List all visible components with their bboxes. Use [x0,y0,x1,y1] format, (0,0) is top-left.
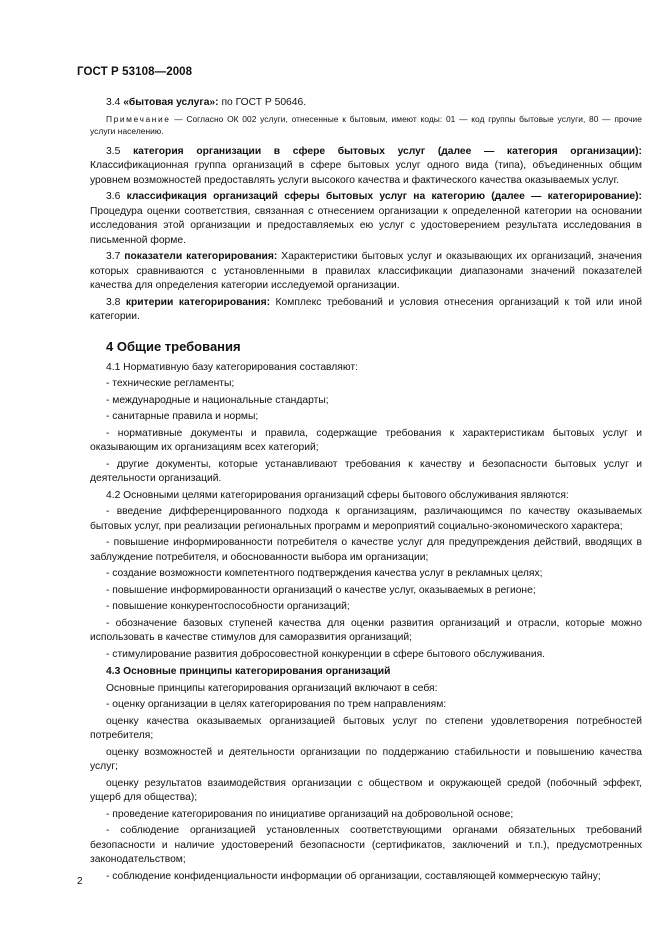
clause-3-5 [90,145,642,189]
list-item: - санитарные правила и нормы; [106,411,259,422]
clause-term: классификация организаций сферы бытовых услуг на категорию (далее — категорирование): [126,191,642,202]
clause-text: Комплекс требований и условия отнесения организаций к той или иной категории. [90,296,642,322]
clause-term: «бытовая услуга»: [123,97,219,108]
clause-text: по ГОСТ Р 50646. [221,97,307,108]
clause-text: Характеристики бытовых услуг и оказывающих их организаций, значения которых сравниваются с установленными в правилах классификации диапазонами значений показателей качества для определения категории исследуемой организации. [90,251,642,291]
clause-4-1: 4.1 Нормативную базу категорирования составляют: [106,361,358,373]
clause-4-3-intro: Основные принципы категорирования организаций включают в себя: [106,682,438,694]
clause-number: 3.5 [106,145,121,157]
list-item: - соблюдение конфиденциальности информации об организации, составляющей коммерческую тайну; [106,870,601,882]
section-4-heading: 4 Общие требования [106,338,241,354]
document-header: ГОСТ Р 53108—2008 [77,66,193,78]
list-item: - проведение категорирования по инициативе организаций на добровольной основе; [106,808,514,820]
clause-text: Процедура оценки соответствия, связанная с отнесением организации к определенной категории на основании исследования этой организации и предоставляемых ею услуг с удостоверением результата исследования в письменной форме. [90,205,642,246]
clause-number: 3.4 [106,97,121,108]
list-item: - стимулирование развития добросовестной конкуренции в сфере бытового обслуживания. [106,648,546,660]
list-item: - международные и национальные стандарты; [106,394,329,406]
list-item: - создание возможности компетентного подтверждения качества услуг в рекламных целях; [106,568,543,579]
document-body [90,96,642,886]
clause-number: 3.7 [106,251,121,262]
clause-term: категория организации в сфере бытовых услуг (далее — категория организации): [132,145,642,157]
list-item: - повышение информированности потребителя о качестве услуг для предупреждения действий, вводящих в заблуждение потребителя, и обоснованности выбора им организации; [90,537,642,563]
list-item: - соблюдение организацией установленных соответствующими органами обязательных требований безопасности и наличие удостоверений безопасности (сертификатов, заключений и т.п.), предусмотренных законодательством; [90,825,642,865]
clause-term: критерии категорирования: [125,296,271,308]
note [90,113,642,137]
clause-number: 3.8 [106,296,121,308]
list-item: - обозначение базовых ступеней качества для оценки развития организаций и отрасли, которые можно использовать в качестве стимулов для саморазвития организаций; [90,617,642,643]
clause-text: Классификационная группа организаций в сфере бытовых услуг одного вида (типа), объединенных общим уровнем возможностей предоставлять услуги высокого качества и фактического качества оказываемых услуг. [90,160,642,186]
clause-number: 3.6 [106,191,121,202]
list-item: оценку результатов взаимодействия организации с обществом и окружающей средой (побочный эффект, ущерб для общества); [90,777,642,803]
list-normative-base [90,377,642,487]
list-item: - повышение конкурентоспособности организаций; [106,601,350,612]
list-item: - введение дифференцированного подхода к организациям, различающимся по качеству оказываемых бытовых услуг, при реализации региональных программ и мероприятий социально-экономического характера; [90,506,642,532]
list-item: - повышение информированности организаций о качестве услуг, оказываемых в регионе; [106,584,536,596]
list-item: - оценку организации в целях категорирования по трем направлениям: [106,699,447,710]
clause-4-2: 4.2 Основными целями категорирования организаций сферы бытового обслуживания являются: [106,489,569,501]
clause-3-7 [90,250,642,294]
note-text: — Согласно ОК 002 услуги, отнесенные к бытовым, имеют коды: 01 — код группы бытовые услуги, 80 — прочие услуги населению. [90,113,642,136]
list-item: оценку качества оказываемых организацией бытовых услуг по степени удовлетворения потребностей потребителя; [90,715,642,741]
list-goals [90,505,642,662]
list-principles [90,698,642,884]
clause-3-8 [90,296,642,325]
clause-3-4 [90,96,642,111]
clause-term: показатели категорирования: [124,251,278,262]
page-number: 2 [77,876,83,887]
list-item: оценку возможностей и деятельности организации по поддержанию стабильности и повышению качества услуг; [90,746,642,772]
clause-4-3-title: 4.3 Основные принципы категорирования организаций [106,666,391,677]
note-label: Примечание [106,113,171,124]
list-item: - другие документы, которые устанавливают требования к качеству и безопасности бытовых услуг и деятельности организаций. [90,458,642,484]
list-item: - технические регламенты; [106,378,235,389]
clause-3-6 [90,190,642,248]
list-item: - нормативные документы и правила, содержащие требования к характеристикам бытовых услуг и оказывающим их организациям всех категорий; [90,427,642,453]
